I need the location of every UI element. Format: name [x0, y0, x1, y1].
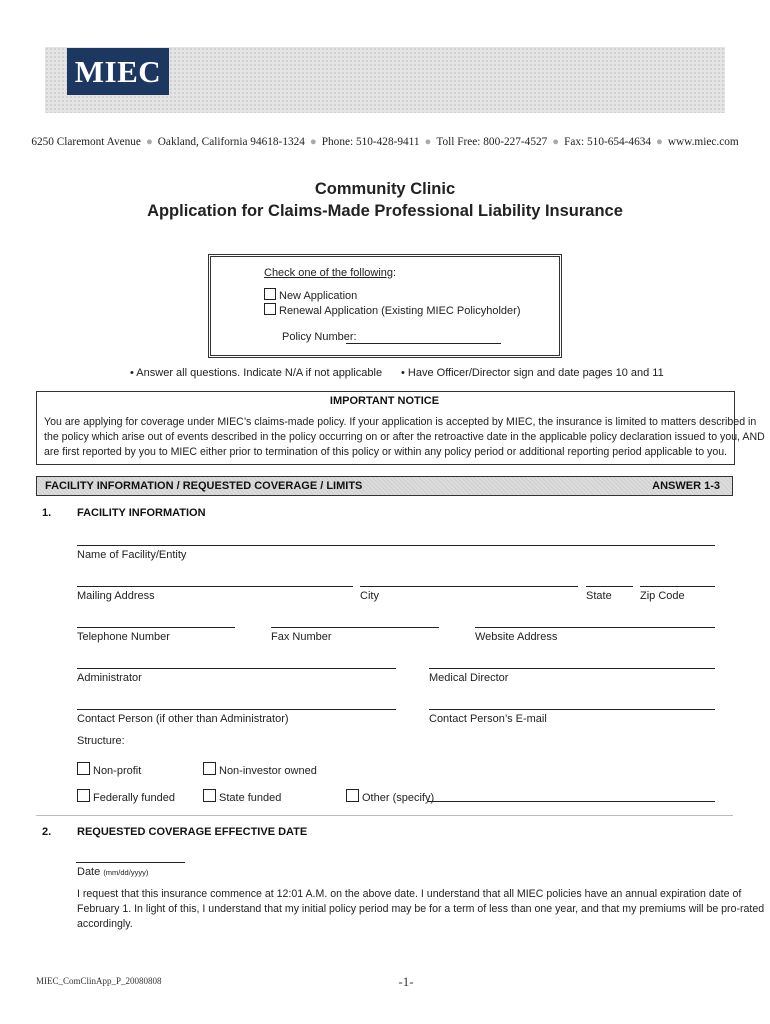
structure-non-investor-owned[interactable]: Non-investor owned — [203, 762, 317, 777]
q2-heading: REQUESTED COVERAGE EFFECTIVE DATE — [77, 826, 308, 838]
non-profit-checkbox[interactable] — [77, 762, 90, 775]
effective-date-label: Date (mm/dd/yyyy) — [77, 866, 149, 878]
zip-code-field[interactable] — [640, 586, 715, 587]
structure-other[interactable]: Other (specify) — [346, 789, 434, 804]
city-field[interactable] — [360, 586, 578, 587]
structure-label: Structure: — [77, 735, 125, 747]
address-city: Oakland, California 94618-1324 — [157, 136, 305, 148]
footer-form-code: MIEC_ComClinApp_P_20080808 — [36, 976, 162, 986]
website-label: Website Address — [475, 631, 558, 643]
q1-heading: FACILITY INFORMATION — [77, 507, 206, 519]
important-notice-heading: IMPORTANT NOTICE — [329, 395, 440, 407]
fax-field[interactable] — [271, 627, 439, 628]
new-application-option[interactable]: New Application — [264, 288, 357, 302]
other-checkbox[interactable] — [346, 789, 359, 802]
q1-number: 1. — [42, 507, 52, 519]
contact-email-label: Contact Person’s E-mail — [429, 713, 547, 725]
state-funded-checkbox[interactable] — [203, 789, 216, 802]
facility-name-label: Name of Facility/Entity — [77, 549, 187, 561]
section-answer-range: ANSWER 1-3 — [652, 480, 720, 492]
structure-federally-funded[interactable]: Federally funded — [77, 789, 175, 804]
structure-state-funded[interactable]: State funded — [203, 789, 281, 804]
contact-person-label: Contact Person (if other than Administrator) — [77, 713, 289, 725]
address-website: www.miec.com — [667, 136, 739, 148]
instruction-answer-all: • Answer all questions. Indicate N/A if not applicable — [130, 367, 383, 379]
check-heading: Check one of the following: — [264, 267, 397, 279]
question-divider — [36, 815, 733, 816]
footer-page-number: -1- — [398, 974, 414, 989]
notice-line-2: the policy which arise out of events described in the policy occurring on or after the retroactive date in the applicable policy declaration issued to you, AND — [44, 431, 765, 443]
section-title: FACILITY INFORMATION / REQUESTED COVERAGE / LIMITS — [45, 480, 363, 492]
state-field[interactable] — [586, 586, 633, 587]
miec-logo: MIEC — [67, 48, 169, 95]
q2-paragraph-line-1: I request that this insurance commence at 12:01 A.M. on the above date. I understand that all MIEC policies have an annual expiration date of — [77, 888, 742, 900]
q2-paragraph-line-3: accordingly. — [77, 918, 133, 930]
address-tollfree: Toll Free: 800-227-4527 — [436, 136, 548, 148]
telephone-label: Telephone Number — [77, 631, 170, 643]
federally-funded-checkbox[interactable] — [77, 789, 90, 802]
address-phone: Phone: 510-428-9411 — [321, 136, 420, 148]
q2-paragraph-line-2: February 1. In light of this, I understand that my initial policy period may be for a term of less than one year, and that my premiums will be pro-rated — [77, 903, 765, 915]
effective-date-field[interactable] — [76, 862, 185, 863]
q2-number: 2. — [42, 826, 52, 838]
renewal-application-option[interactable]: Renewal Application (Existing MIEC Policyholder) — [264, 303, 521, 317]
medical-director-label: Medical Director — [429, 672, 509, 684]
city-label: City — [360, 590, 379, 602]
zip-code-label: Zip Code — [640, 590, 685, 602]
instruction-sign-date: • Have Officer/Director sign and date pages 10 and 11 — [401, 367, 664, 379]
section-header-bar — [36, 476, 733, 496]
contact-email-field[interactable] — [429, 709, 715, 710]
telephone-field[interactable] — [77, 627, 235, 628]
structure-non-profit[interactable]: Non-profit — [77, 762, 141, 777]
renewal-application-checkbox[interactable] — [264, 303, 276, 315]
non-investor-owned-checkbox[interactable] — [203, 762, 216, 775]
title-line2: Application for Claims-Made Professional Liability Insurance — [147, 202, 623, 220]
notice-line-1: You are applying for coverage under MIEC’s claims-made policy. If your application is accepted by MIEC, the insurance is limited to matters described in — [44, 416, 757, 428]
notice-line-3: are first reported by you to MIEC either prior to termination of this policy or within any policy period or additional reporting period applicable to you. — [44, 446, 728, 458]
policy-number-label: Policy Number: — [282, 331, 357, 343]
policy-number-field[interactable] — [346, 343, 501, 344]
state-label: State — [586, 590, 612, 602]
other-specify-field[interactable] — [428, 801, 715, 802]
mailing-address-label: Mailing Address — [77, 590, 155, 602]
mailing-address-field[interactable] — [77, 586, 353, 587]
address-line: 6250 Claremont Avenue ● Oakland, California 94618-1324 ● Phone: 510-428-9411 ● Toll Free: 800-227-4527 ● Fax: 510-654-4634 ● www.miec.com — [31, 136, 739, 148]
address-fax: Fax: 510-654-4634 — [564, 136, 652, 148]
title-line1: Community Clinic — [314, 180, 456, 198]
administrator-label: Administrator — [77, 672, 142, 684]
address-street: 6250 Claremont Avenue — [31, 136, 141, 148]
website-field[interactable] — [475, 627, 715, 628]
contact-person-field[interactable] — [77, 709, 396, 710]
medical-director-field[interactable] — [429, 668, 715, 669]
facility-name-field[interactable] — [77, 545, 715, 546]
fax-label: Fax Number — [271, 631, 332, 643]
new-application-checkbox[interactable] — [264, 288, 276, 300]
administrator-field[interactable] — [77, 668, 396, 669]
